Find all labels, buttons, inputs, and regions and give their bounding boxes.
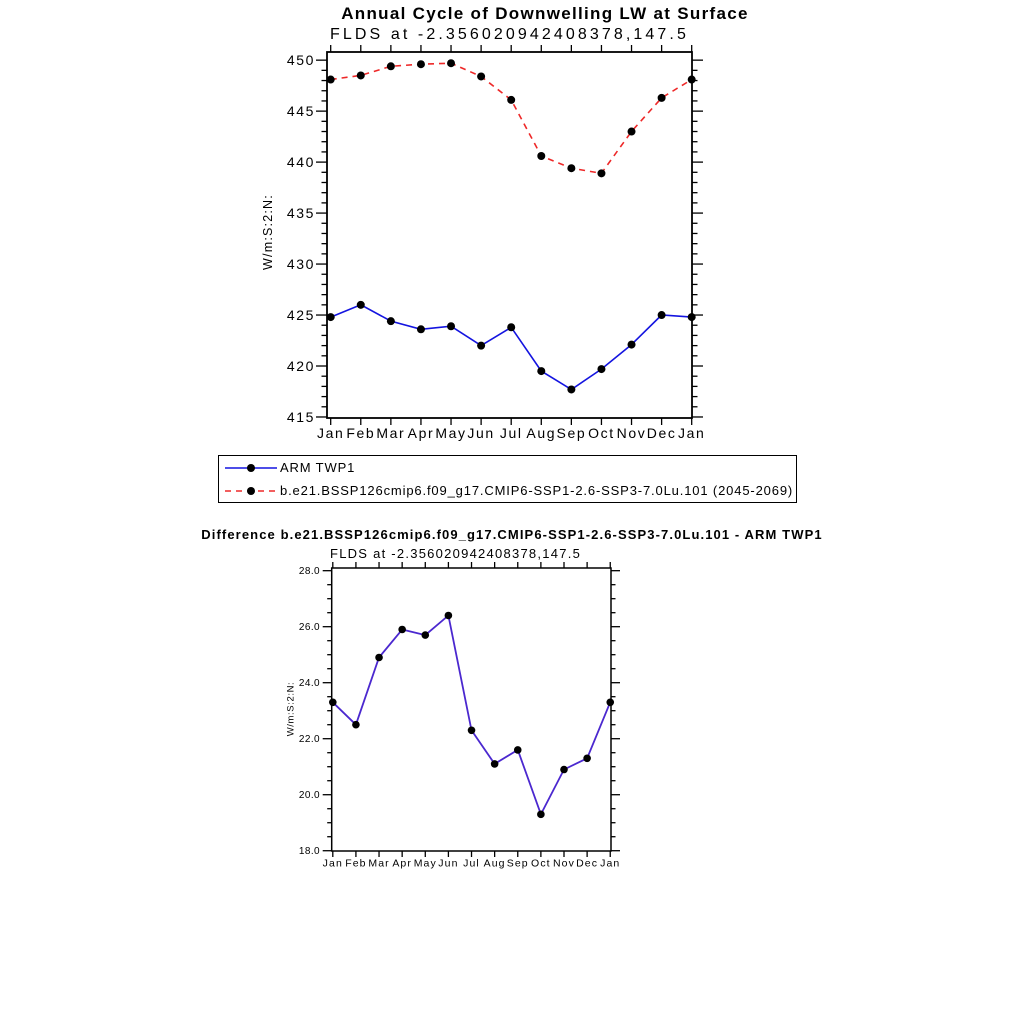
data-point-marker [560,766,568,774]
legend-label: ARM TWP1 [280,460,356,475]
x-tick-label: Jan [678,425,706,441]
data-point-marker [398,626,406,634]
legend-dashed-line-sample [224,485,278,497]
legend-item-arm-twp1 [224,457,796,479]
y-tick-label: 20.0 [298,790,320,802]
x-tick-label: Feb [346,425,376,441]
y-tick-label: 26.0 [298,622,320,634]
data-point-marker [507,323,515,331]
x-tick-label: Jul [463,857,480,870]
x-tick-label: Mar [368,857,390,870]
x-tick-label: Sep [556,425,587,441]
data-point-marker [421,631,429,639]
bottom-chart [299,562,620,870]
data-point-marker [597,169,605,177]
x-tick-label: Jan [600,857,621,870]
data-point-marker [514,746,522,754]
series-line-difference [333,616,610,815]
x-tick-label: Jan [317,425,345,441]
y-tick-label: 450 [286,52,315,69]
bottom-chart-subtitle: FLDS at -2.356020942408378,147.5 [330,546,582,561]
data-point-marker [537,811,545,819]
x-tick-label: Oct [531,857,551,870]
data-point-marker [537,367,545,375]
data-point-marker [417,325,425,333]
data-point-marker [387,62,395,70]
bottom-chart-title: Difference b.e21.BSSP126cmip6.f09_g17.CMIP6-SSP1-2.6-SSP3-7.0Lu.101 - ARM TWP1 [201,527,823,542]
legend-item-model-run [224,480,796,502]
series-line-b-e21-bssp126cmip6-f09-g17-cmi [331,63,692,173]
x-tick-label: Jul [499,425,523,441]
data-point-marker [329,699,337,707]
data-point-marker [477,72,485,80]
data-point-marker [327,313,335,321]
x-tick-label: May [413,857,437,870]
x-tick-label: May [435,425,467,441]
x-tick-label: Feb [345,857,367,870]
data-point-marker [357,71,365,79]
y-tick-label: 22.0 [298,734,320,746]
data-point-marker [445,612,453,620]
data-point-marker [597,365,605,373]
x-tick-label: Oct [588,425,615,441]
x-tick-label: Apr [407,425,435,441]
data-point-marker [357,301,365,309]
y-tick-label: 24.0 [298,678,320,690]
data-point-marker [567,385,575,393]
top-chart-y-axis-label: W/m:S:2:N: [261,194,275,270]
x-tick-label: Nov [616,425,647,441]
data-point-marker [628,128,636,136]
data-point-marker [537,152,545,160]
y-tick-label: 420 [286,357,315,374]
x-tick-label: Jun [438,857,459,870]
plot-frame [327,52,692,418]
data-point-marker [507,96,515,104]
data-point-marker [468,727,476,735]
y-tick-label: 445 [286,103,315,120]
y-tick-label: 28.0 [298,566,320,578]
x-tick-label: Jun [467,425,495,441]
legend-label: b.e21.BSSP126cmip6.f09_g17.CMIP6-SSP1-2.6-SSP3-7.0Lu.101 (2045-2069) [280,483,794,498]
x-tick-label: Nov [553,857,575,870]
data-point-marker [352,721,360,729]
data-point-marker [491,760,499,768]
legend-solid-line-sample [224,462,278,474]
data-point-marker [688,76,696,84]
y-tick-label: 435 [286,204,315,221]
top-chart [287,45,706,441]
legend-marker-dot [247,464,255,472]
data-point-marker [606,699,614,707]
x-tick-label: Dec [646,425,677,441]
x-tick-label: Apr [392,857,412,870]
data-point-marker [477,342,485,350]
x-tick-label: Aug [483,857,506,870]
plot-frame [332,568,611,851]
series-line-arm-twp1 [331,305,692,390]
legend-box [218,455,797,503]
y-tick-label: 18.0 [298,846,320,858]
x-tick-label: Mar [376,425,406,441]
data-point-marker [658,311,666,319]
x-tick-label: Dec [576,857,599,870]
data-point-marker [387,317,395,325]
data-point-marker [628,341,636,349]
bottom-chart-y-axis-label: W/m:S:2:N: [285,681,297,737]
y-tick-label: 440 [286,154,315,171]
legend-marker-dot [247,487,255,495]
data-point-marker [375,654,383,662]
data-point-marker [447,59,455,67]
y-tick-label: 425 [286,306,315,323]
data-point-marker [567,164,575,172]
y-tick-label: 415 [286,408,315,425]
data-point-marker [688,313,696,321]
data-point-marker [583,755,591,763]
top-chart-subtitle: FLDS at -2.356020942408378,147.5 [330,26,689,43]
data-point-marker [658,94,666,102]
x-tick-label: Aug [526,425,557,441]
x-tick-label: Sep [506,857,529,870]
data-point-marker [447,322,455,330]
data-point-marker [327,76,335,84]
data-point-marker [417,60,425,68]
top-chart-title: Annual Cycle of Downwelling LW at Surface [341,4,749,23]
x-tick-label: Jan [322,857,343,870]
y-tick-label: 430 [286,255,315,272]
